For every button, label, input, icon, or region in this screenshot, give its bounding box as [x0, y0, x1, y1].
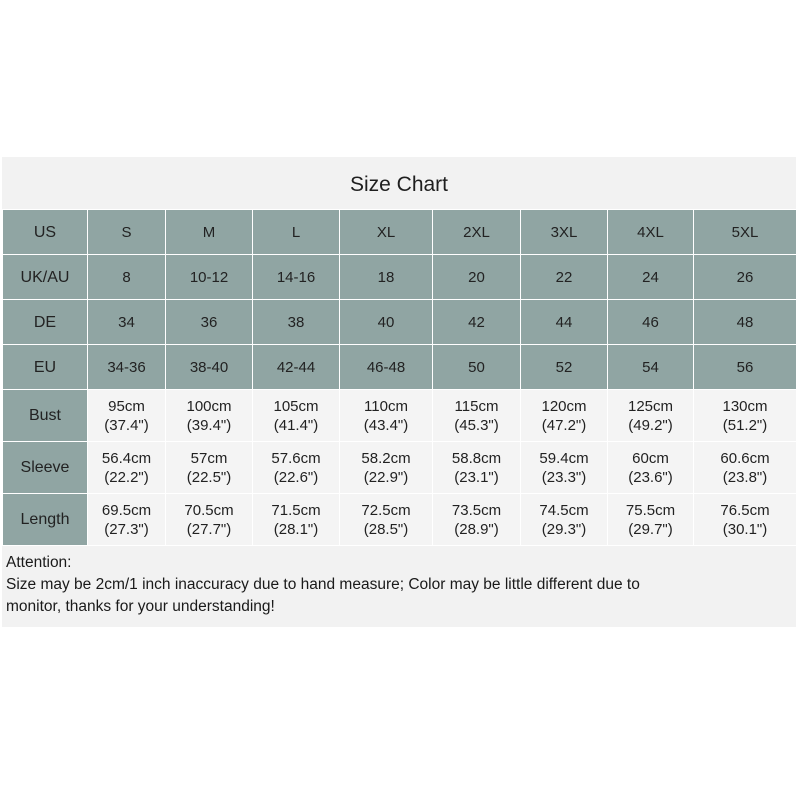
cm-value: 95cm: [108, 397, 145, 415]
inch-value: (22.2"): [104, 468, 149, 486]
cm-value: 125cm: [627, 397, 674, 415]
row-label: DE: [3, 300, 88, 345]
cm-value: 58.8cm: [451, 449, 502, 467]
measure-cell: [521, 442, 608, 494]
attention-heading: Attention:: [6, 554, 72, 571]
row-label: EU: [3, 345, 88, 390]
measure-cell: [253, 494, 340, 546]
size-row-eu: [3, 345, 797, 390]
attention-note: [6, 552, 786, 618]
size-cell: M: [166, 210, 253, 255]
cm-value: 73.5cm: [451, 501, 502, 519]
cm-value: 57cm: [190, 449, 228, 467]
size-cell: 34: [88, 300, 166, 345]
size-cell: 22: [521, 255, 608, 300]
inch-value: (49.2"): [628, 416, 673, 434]
cm-value: 105cm: [273, 397, 319, 415]
size-row-de: [3, 300, 797, 345]
measure-cell: [88, 494, 166, 546]
measure-cell: [433, 442, 521, 494]
inch-value: (23.1"): [454, 468, 499, 486]
size-cell: 10-12: [166, 255, 253, 300]
cm-value: 59.4cm: [539, 449, 589, 467]
cm-value: 100cm: [186, 397, 232, 415]
size-cell: 14-16: [253, 255, 340, 300]
row-label: Length: [3, 494, 88, 546]
inch-value: (27.7"): [186, 520, 232, 538]
measure-cell: [433, 494, 521, 546]
inch-value: (41.4"): [273, 416, 319, 434]
inch-value: (29.7"): [628, 520, 673, 538]
measure-row-length: [3, 494, 797, 546]
size-cell: 20: [433, 255, 521, 300]
size-chart-panel: [2, 157, 796, 627]
size-cell: 3XL: [521, 210, 608, 255]
measure-cell: [608, 494, 694, 546]
measure-row-bust: [3, 390, 797, 442]
inch-value: (30.1"): [722, 520, 768, 538]
measure-cell: [253, 390, 340, 442]
size-cell: 2XL: [433, 210, 521, 255]
row-label: Bust: [3, 390, 88, 442]
size-cell: 8: [88, 255, 166, 300]
measure-cell: [340, 442, 433, 494]
attention-line-1: Size may be 2cm/1 inch inaccuracy due to hand measure; Color may be little different due to: [6, 576, 640, 593]
size-row-ukau: [3, 255, 797, 300]
cm-value: 69.5cm: [101, 501, 152, 519]
measure-cell: [253, 442, 340, 494]
cm-value: 75.5cm: [625, 501, 676, 519]
size-cell: 26: [694, 255, 797, 300]
measure-cell: [608, 442, 694, 494]
inch-value: (23.6"): [628, 468, 673, 486]
measure-cell: [166, 390, 253, 442]
inch-value: (23.3"): [541, 468, 587, 486]
cm-value: 57.6cm: [271, 449, 321, 467]
measure-cell: [88, 442, 166, 494]
size-cell: 38: [253, 300, 340, 345]
measure-cell: [340, 390, 433, 442]
measure-cell: [521, 390, 608, 442]
inch-value: (22.6"): [273, 468, 319, 486]
inch-value: (27.3"): [104, 520, 149, 538]
measure-cell: [521, 494, 608, 546]
cm-value: 110cm: [364, 397, 408, 415]
measure-cell: [88, 390, 166, 442]
measure-cell: [433, 390, 521, 442]
cm-value: 130cm: [722, 397, 768, 415]
inch-value: (23.8"): [722, 468, 768, 486]
size-cell: 48: [694, 300, 797, 345]
size-cell: S: [88, 210, 166, 255]
inch-value: (45.3"): [454, 416, 499, 434]
row-label: US: [3, 210, 88, 255]
size-cell: 5XL: [694, 210, 797, 255]
inch-value: (37.4"): [104, 416, 149, 434]
row-label: Sleeve: [3, 442, 88, 494]
inch-value: (22.9"): [363, 468, 409, 486]
size-cell: 42: [433, 300, 521, 345]
measure-cell: [694, 494, 797, 546]
size-cell: 52: [521, 345, 608, 390]
size-cell: 46-48: [340, 345, 433, 390]
cm-value: 74.5cm: [539, 501, 589, 519]
inch-value: (47.2"): [541, 416, 587, 434]
size-cell: 56: [694, 345, 797, 390]
size-table: [2, 209, 797, 546]
size-cell: 24: [608, 255, 694, 300]
cm-value: 76.5cm: [720, 501, 770, 519]
cm-value: 71.5cm: [271, 501, 321, 519]
inch-value: (51.2"): [722, 416, 768, 434]
size-cell: 44: [521, 300, 608, 345]
row-label: UK/AU: [3, 255, 88, 300]
inch-value: (39.4"): [186, 416, 232, 434]
inch-value: (28.1"): [273, 520, 319, 538]
size-cell: 36: [166, 300, 253, 345]
size-cell: 50: [433, 345, 521, 390]
size-cell: XL: [340, 210, 433, 255]
cm-value: 56.4cm: [101, 449, 152, 467]
cm-value: 115cm: [454, 397, 499, 415]
measure-cell: [166, 442, 253, 494]
cm-value: 60cm: [632, 449, 669, 467]
cm-value: 70.5cm: [184, 501, 234, 519]
size-cell: 54: [608, 345, 694, 390]
cm-value: 120cm: [541, 397, 587, 415]
size-cell: 34-36: [88, 345, 166, 390]
chart-title: Size Chart: [349, 173, 449, 196]
cm-value: 58.2cm: [361, 449, 411, 467]
size-row-us: [3, 210, 797, 255]
size-cell: L: [253, 210, 340, 255]
measure-cell: [608, 390, 694, 442]
inch-value: (28.9"): [454, 520, 499, 538]
size-cell: 40: [340, 300, 433, 345]
size-cell: 42-44: [253, 345, 340, 390]
size-cell: 18: [340, 255, 433, 300]
inch-value: (29.3"): [541, 520, 587, 538]
size-cell: 4XL: [608, 210, 694, 255]
attention-line-2: monitor, thanks for your understanding!: [6, 598, 275, 615]
size-cell: 38-40: [166, 345, 253, 390]
cm-value: 72.5cm: [361, 501, 411, 519]
measure-cell: [694, 442, 797, 494]
cm-value: 60.6cm: [720, 449, 770, 467]
measure-cell: [166, 494, 253, 546]
inch-value: (43.4"): [363, 416, 409, 434]
inch-value: (22.5"): [186, 468, 232, 486]
measure-cell: [340, 494, 433, 546]
measure-row-sleeve: [3, 442, 797, 494]
inch-value: (28.5"): [363, 520, 409, 538]
size-cell: 46: [608, 300, 694, 345]
measure-cell: [694, 390, 797, 442]
